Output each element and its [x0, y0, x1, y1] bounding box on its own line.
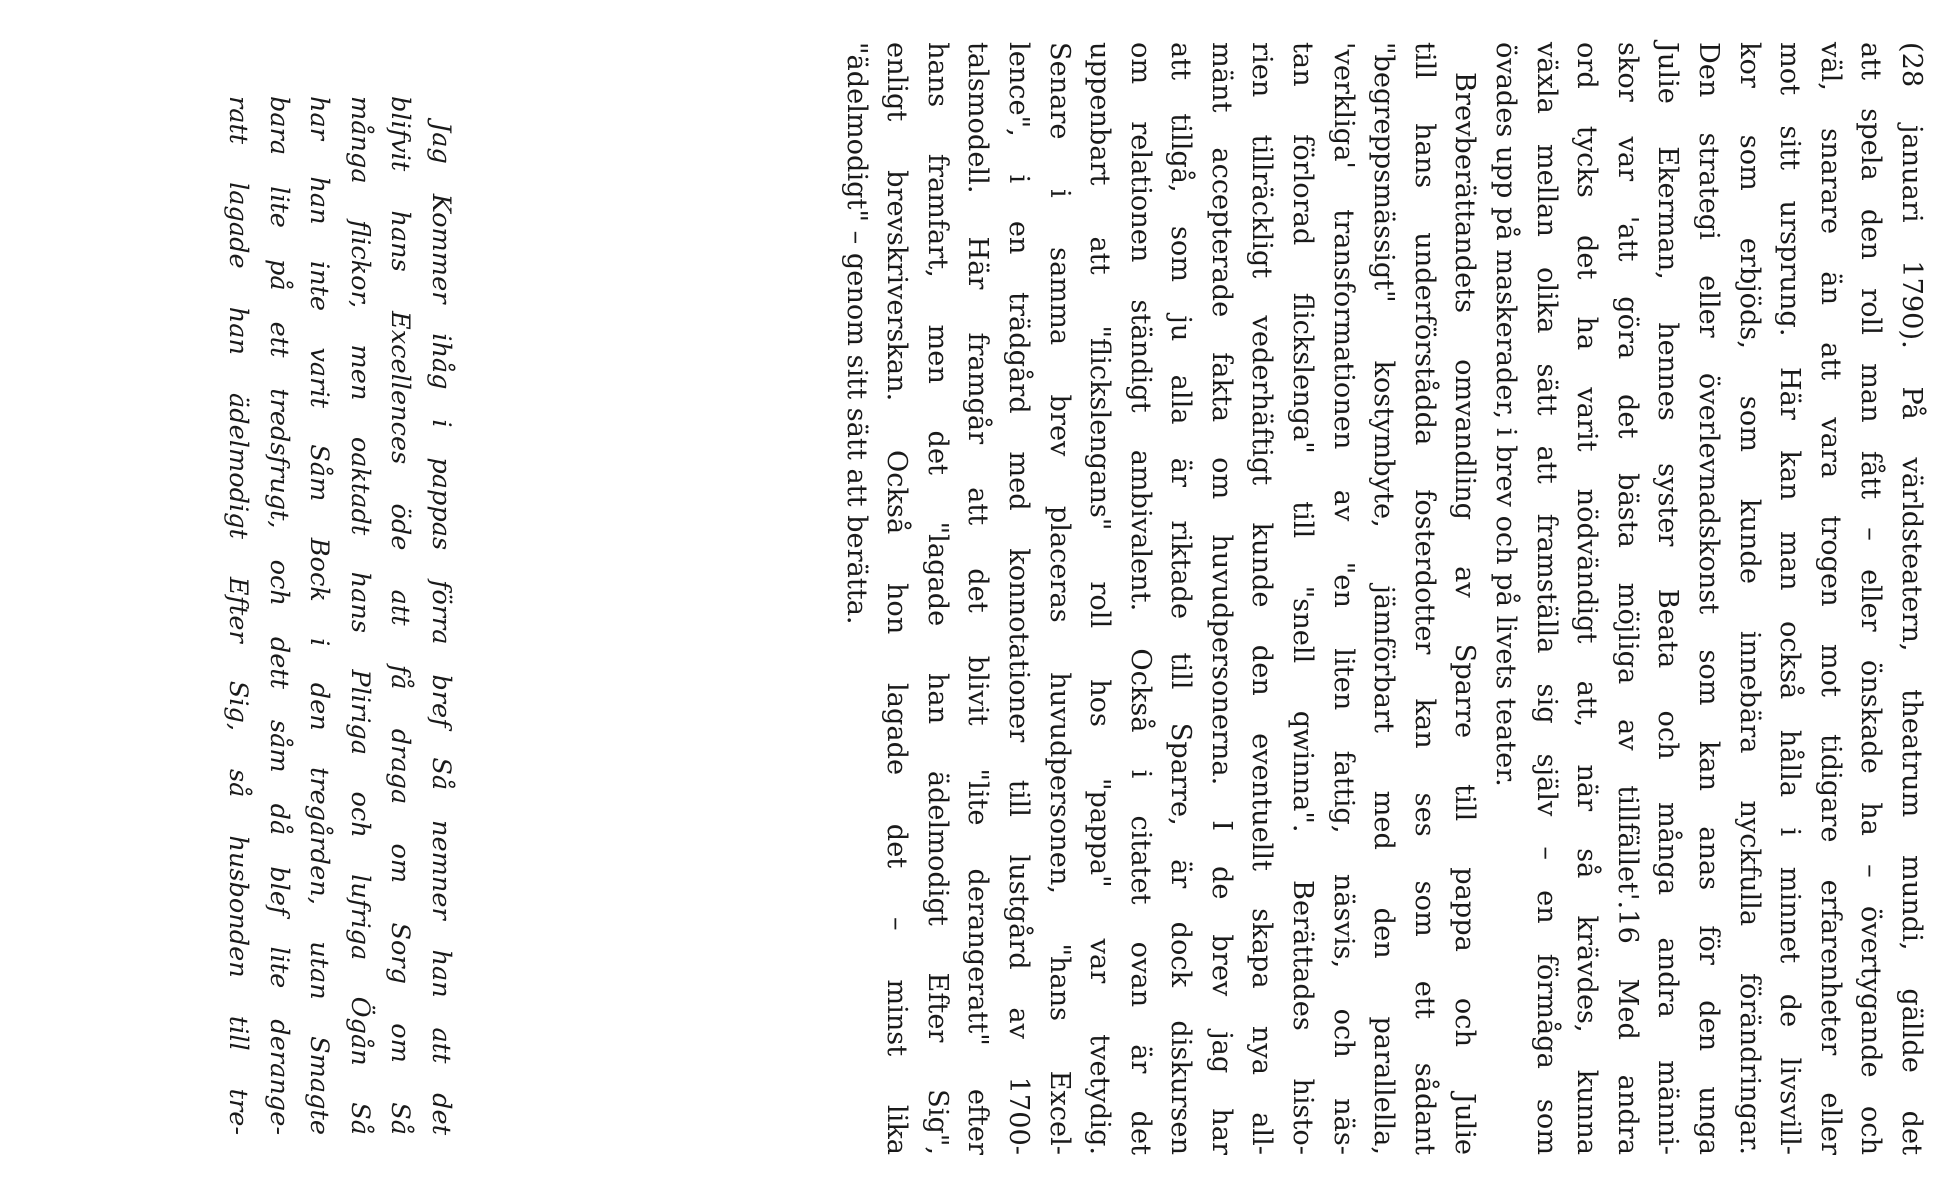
- text-line: till hans underförstådda fosterdotter kan ses som ett sådant: [1408, 42, 1440, 1155]
- text-line: övades upp på maskerader, i brev och på livets teater.: [1490, 42, 1522, 787]
- text-line: uppenbart att "flickslengans" roll hos "pappa" var tvetydig.: [1084, 42, 1116, 1155]
- paragraph-2: [835, 42, 1485, 1155]
- text-line: att tillgå, som ju alla är riktade till Sparre, är dock diskursen: [1165, 42, 1197, 1155]
- block-quote: [217, 96, 461, 1135]
- text-line: (28 januari 1790). På världsteatern, theatrum mundi, gällde det: [1896, 42, 1927, 1155]
- text-line: tan förlorad flickslenga" till "snell qwinna". Berättades histo-: [1287, 42, 1319, 1155]
- text-line: Brevberättandets omvandling av Sparre till pappa och Julie: [1449, 72, 1481, 1155]
- text-line: mot sitt ursprung. Här kan man också hålla i minnet de livsvill-: [1774, 42, 1806, 1155]
- quote-line: Jag Kommer ihåg i pappas förra bref Så nemner han att det: [426, 122, 456, 1135]
- text-line: Senare i samma brev placeras huvudpersonen, "hans Excel-: [1043, 42, 1075, 1155]
- text-line: lence", i en trädgård med konnotationer till lustgård av 1700-: [1002, 42, 1034, 1155]
- quote-line: bara lite på ett tredsfrugt, och dett såm då blef lite derange-: [263, 96, 294, 1135]
- quote-line: har han inte varit Såm Bock i den tregården, utan Smagte: [304, 96, 335, 1135]
- paragraph-1: [1484, 42, 1931, 1155]
- quote-line: blifvit hans Excellences öde att få draga om Sorg om Så: [385, 96, 416, 1135]
- text-line: "begreppsmässigt" kostymbyte, jämförbart med den parallella,: [1368, 42, 1400, 1155]
- text-line: om relationen ständigt ambivalent. Också i citatet ovan är det: [1124, 42, 1156, 1155]
- text-line: kor som erbjöds, som kunde innebära nyckfulla förändringar.: [1733, 42, 1765, 1155]
- quote-line: många flickor, men oaktadt hans Pliriga och lufriga Ögån Så: [344, 96, 375, 1135]
- text-line: att spela den roll man fått – eller önskade ha – övertygande och: [1855, 42, 1887, 1155]
- text-line: Den strategi eller överlevnadskonst som kan anas för den unga: [1693, 42, 1725, 1155]
- text-line: mänt accepterade fakta om huvudpersonerna. I de brev jag har: [1205, 42, 1237, 1155]
- body-text: [835, 42, 1931, 1155]
- text-line: skor var 'att göra det bästa möjliga av tillfället'.16 Med andra: [1611, 42, 1643, 1155]
- text-line: väl, snarare än att vara trogen mot tidigare erfarenheter eller: [1814, 42, 1846, 1155]
- text-line: "ädelmodigt" – genom sitt sätt att berätta.: [840, 42, 872, 625]
- text-line: rien tillräckligt vederhäftigt kunde den eventuellt skapa nya all-: [1246, 42, 1278, 1155]
- text-line: 'verkliga' transformationen av "en liten fattig, näsvis, och näs-: [1327, 42, 1359, 1155]
- text-line: växla mellan olika sätt att framställa sig själv – en förmåga som: [1530, 42, 1562, 1155]
- text-line: enligt brevskriverskan. Också hon lagade det – minst lika: [881, 42, 913, 1155]
- text-line: ord tycks det ha varit nödvändigt att, när så krävdes, kunna: [1571, 42, 1603, 1155]
- text-line: Julie Ekerman, hennes syster Beata och många andra männi-: [1652, 42, 1684, 1155]
- text-line: hans framfart, men det "lagade han ädelmodigt Efter Sig",: [921, 42, 953, 1155]
- quote-line: ratt lagade han ädelmodigt Efter Sig, så husbonden till tre-: [223, 96, 254, 1135]
- text-line: talsmodell. Här framgår att det blivit "lite derangeratt" efter: [962, 42, 994, 1155]
